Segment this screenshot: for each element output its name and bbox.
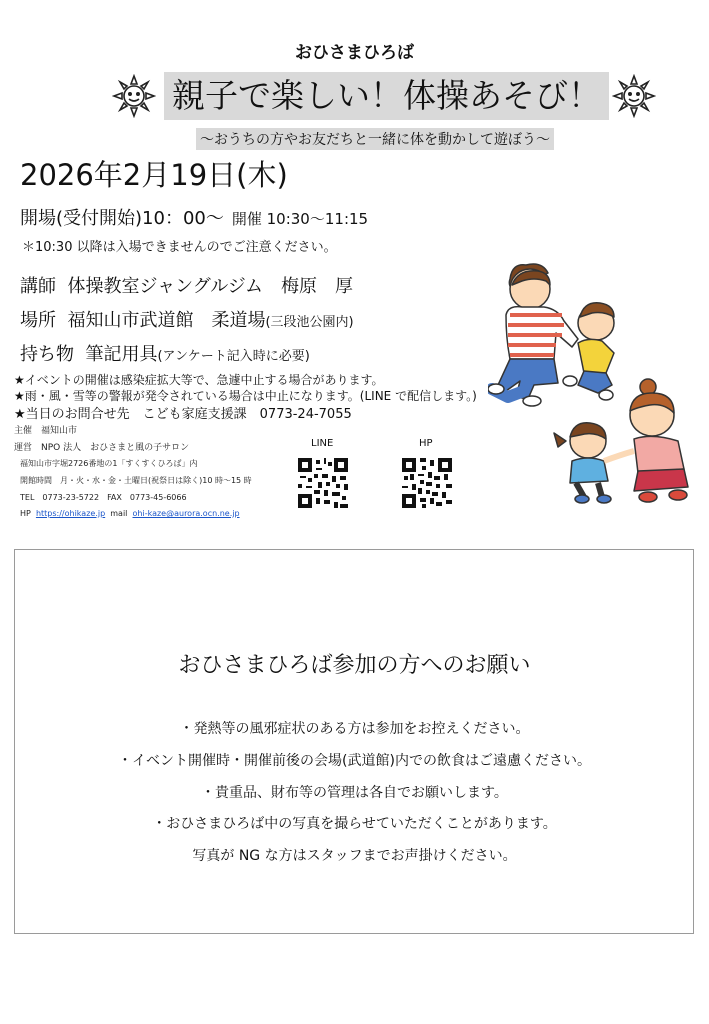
bring-label: 持ち物 (20, 344, 74, 365)
mail-link[interactable]: ohi-kaze@aurora.ocn.ne.jp (132, 509, 240, 518)
event-date: 2026年2月19日(木) (20, 158, 288, 192)
operator: 運営 NPO 法人 おひさまと風の子サロン (14, 443, 190, 453)
hp-qr-code[interactable] (402, 458, 452, 508)
bring-item: 筆記用具 (85, 344, 158, 365)
place-line (20, 306, 354, 332)
instructor-label: 講師 (20, 276, 56, 297)
bring-note: (アンケート記入時に必要) (157, 349, 310, 364)
sun-icon (612, 74, 656, 118)
instructor-name: 体操教室ジャングルジム 梅原 厚 (67, 276, 354, 297)
request-item: 写真が NG な方はスタッフまでお声掛けください。 (192, 848, 517, 864)
qr-hp-label: HP (419, 438, 433, 449)
family-exercise-illustration (488, 255, 698, 505)
place-note: (三段池公園内) (265, 315, 354, 330)
tel-fax: TEL 0773-23-5722 FAX 0773-45-6066 (20, 493, 187, 502)
request-item: ・イベント開催時・開催前後の会場(武道館)内での飲食はご遠慮ください。 (118, 753, 591, 769)
place-label: 場所 (20, 310, 56, 331)
sun-icon (112, 74, 156, 118)
qr-line-label: LINE (311, 438, 334, 449)
request-item: ・発熱等の風邪症状のある方は参加をお控えください。 (179, 721, 530, 737)
requests-box (14, 549, 694, 934)
requests-title: おひさまひろば参加の方へのお願い (178, 653, 531, 678)
event-title: 親子で楽しい！体操あそび！ (164, 72, 609, 120)
place-name: 福知山市武道館 柔道場 (67, 310, 266, 331)
address: 福知山市字堀2726番地の1「すくすくひろば」内 (20, 459, 198, 468)
open-hours: 開館時間 月・火・水・金・土曜日(祝祭日は除く)10 時～15 時 (20, 476, 252, 485)
line-qr-code[interactable] (298, 458, 348, 508)
event-hours: 開催 10:30～11:15 (231, 210, 369, 228)
open-label: 開場(受付開始)10：00～ (20, 208, 224, 229)
event-open-time (20, 204, 368, 230)
notice-item: ★当日のお問合せ先 こども家庭支援課 0773-24-7055 (14, 407, 352, 422)
event-subtitle: ～おうちの方やお友だちと一緒に体を動かして遊ぼう～ (196, 128, 554, 150)
notice-item: ★雨・風・雪等の警報が発令されている場合は中止になります。(LINE で配信します。) (14, 389, 477, 403)
late-notice: ＊10:30 以降は入場できませんのでご注意ください。 (22, 240, 337, 255)
notice-item: ★イベントの開催は感染症拡大等で、急遽中止する場合があります。 (14, 373, 384, 387)
bring-line (20, 340, 310, 366)
header-tag: おひさまひろば (295, 43, 414, 63)
hp-label: HP (20, 509, 31, 518)
mail-label: mail (110, 509, 128, 518)
request-item: ・貴重品、財布等の管理は各自でお願いします。 (201, 785, 508, 801)
hp-link[interactable]: https://ohikaze.jp (35, 509, 106, 518)
contact-links (20, 509, 240, 518)
host: 主催 福知山市 (14, 426, 78, 436)
instructor-line (20, 272, 353, 298)
request-item: ・おひさまひろば中の写真を撮らせていただくことがあります。 (152, 816, 557, 832)
